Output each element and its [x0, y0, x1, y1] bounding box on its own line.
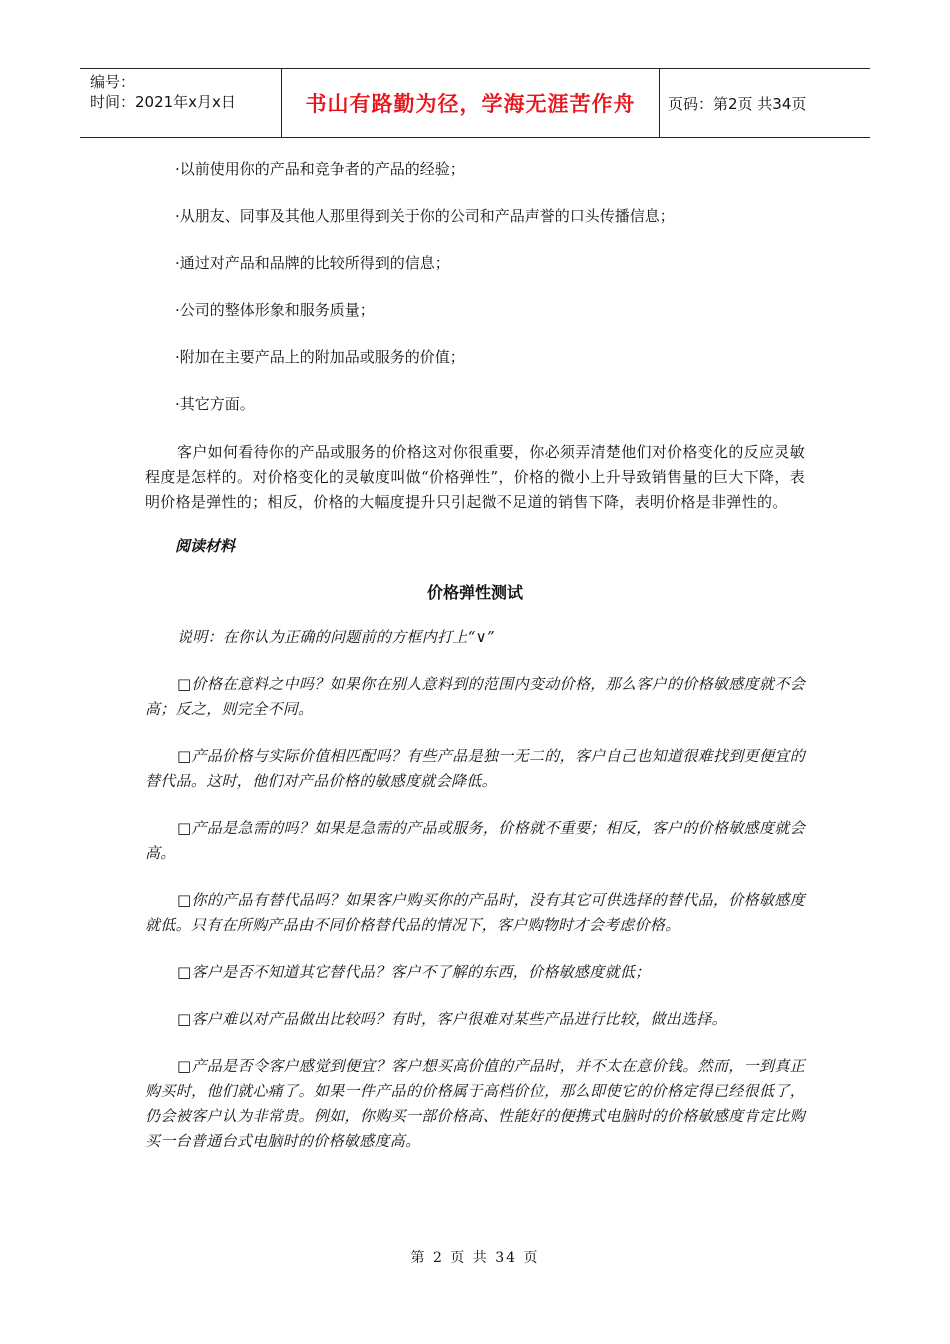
bullet-item: ·其它方面。 — [175, 395, 255, 413]
bullet-item: ·通过对产品和品牌的比较所得到的信息； — [175, 254, 450, 272]
header-meta — [80, 69, 282, 137]
checklist-item: □客户难以对产品做出比较吗？有时，客户很难对某些产品进行比较，做出选择。 — [177, 1010, 727, 1028]
body-paragraph: 客户如何看待你的产品或服务的价格这对你很重要，你必须弄清楚他们对价格变化的反应灵敏程度是怎样的。对价格变化的灵敏度叫做“价格弹性”，价格的微小上升导致销售量的巨大下降，表明价格是弹性的；相反，价格的大幅度提升只引起微不足道的销售下降，表明价格是非弹性的。 — [145, 443, 805, 511]
page-header — [80, 68, 870, 138]
checklist-item: □产品是否令客户感觉到便宜？客户想买高价值的产品时，并不太在意价钱。然而，一到真正购买时，他们就心痛了。如果一件产品的价格属于高档价位，那么即使它的价格定得已经很低了，仍会被客户认为非常贵。例如，你购买一部价格高、性能好的便携式电脑时的价格敏感度肯定比购买一台普通台式电脑时的价格敏感度高。 — [145, 1057, 805, 1150]
bullet-item: ·附加在主要产品上的附加品或服务的价值； — [175, 348, 465, 366]
header-motto-cell — [282, 69, 660, 137]
page-footer: 第 2 页 共 34 页 — [410, 1250, 540, 1266]
number-label: 编号： — [90, 73, 136, 91]
bullet-item: ·从朋友、同事及其他人那里得到关于你的公司和产品声誉的口头传播信息； — [175, 207, 675, 225]
header-page-info: 页码：第2页 共34页 — [668, 94, 807, 113]
checklist-item: □产品是急需的吗？如果是急需的产品或服务，价格就不重要；相反，客户的价格敏感度就会高。 — [145, 819, 805, 862]
reading-label: 阅读材料 — [175, 537, 236, 555]
header-motto: 书山有路勤为径，学海无涯苦作舟 — [305, 92, 636, 116]
test-title: 价格弹性测试 — [426, 583, 523, 602]
checklist-item: □价格在意料之中吗？如果你在别人意料到的范围内变动价格，那么客户的价格敏感度就不会高；反之，则完全不同。 — [145, 675, 805, 718]
bullet-item: ·以前使用你的产品和竞争者的产品的经验； — [175, 160, 465, 178]
checklist-item: □产品价格与实际价值相匹配吗？有些产品是独一无二的，客户自己也知道很难找到更便宜的替代品。这时，他们对产品价格的敏感度就会降低。 — [145, 747, 805, 790]
checklist-item: □客户是否不知道其它替代品？客户不了解的东西，价格敏感度就低； — [177, 963, 651, 981]
time-label: 时间：2021年x月x日 — [90, 93, 236, 111]
bullet-item: ·公司的整体形象和服务质量； — [175, 301, 375, 319]
checklist-item: □你的产品有替代品吗？如果客户购买你的产品时，没有其它可供选择的替代品，价格敏感度就低。只有在所购产品由不同价格替代品的情况下，客户购物时才会考虑价格。 — [145, 891, 805, 934]
page-content — [145, 158, 805, 1176]
instruction: 说明：在你认为正确的问题前的方框内打上“∨” — [177, 628, 495, 646]
